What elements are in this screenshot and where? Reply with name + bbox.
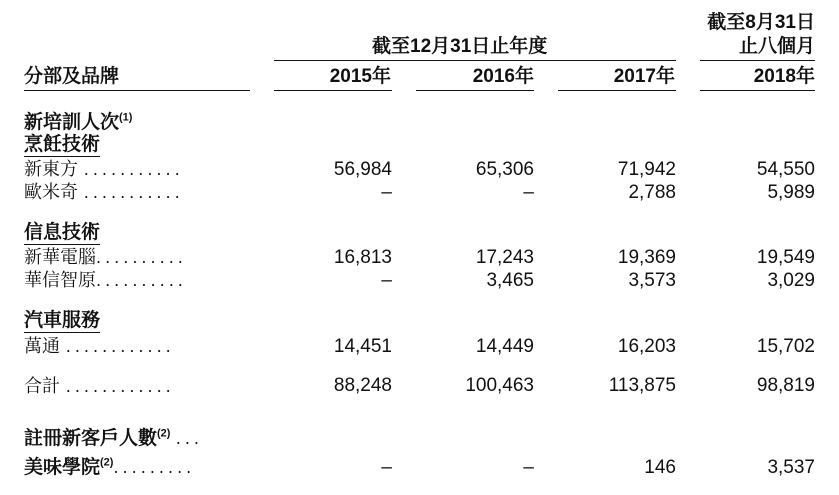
year-underline-2015 [274, 90, 392, 91]
year-underline-2018 [700, 90, 815, 91]
registered-customers-title: 註冊新客戶人數$^{(2)}$ ... [24, 427, 204, 449]
cell-total-2017: 113,875 [608, 375, 676, 396]
row-label-total: 合計 ............ [24, 376, 175, 396]
cell-xindongfang-2015: 56,984 [333, 159, 392, 180]
cell-meiwei-2017: 146 [644, 457, 676, 478]
subsection-culinary: 烹飪技術 [24, 134, 101, 155]
cell-xinhua-2015: 16,813 [333, 247, 392, 268]
interim-header-rule [700, 60, 815, 61]
year-header-2016: 2016年 [472, 66, 534, 87]
row-label-oumiqi: 歐米奇 ........... [24, 182, 184, 203]
cell-xinhua-2018: 19,549 [756, 247, 815, 268]
row-label-meiwei: 美味學院$^{(2)}$......... [24, 456, 196, 478]
interim-header-line1: 截至8月31日 [707, 12, 815, 33]
year-underline-2016 [416, 90, 534, 91]
cell-xindongfang-2016: 65,306 [475, 159, 534, 180]
period-header: 截至12月31日止年度 [372, 36, 548, 57]
segment-column-header: 分部及品牌 [24, 66, 120, 87]
cell-xinhua-2017: 19,369 [617, 247, 676, 268]
row-label-xinhua: 新華電腦.......... [24, 247, 187, 268]
cell-total-2016: 100,463 [465, 375, 534, 396]
cell-oumiqi-2018: 5,989 [767, 182, 815, 203]
cell-wantong-2015: 14,451 [333, 336, 392, 357]
cell-xindongfang-2017: 71,942 [617, 159, 676, 180]
cell-wantong-2018: 15,702 [756, 336, 815, 357]
cell-wantong-2017: 16,203 [617, 336, 676, 357]
subsection-auto: 汽車服務 [24, 310, 101, 331]
year-header-2015: 2015年 [329, 66, 391, 87]
row-label-wantong: 萬通 ............ [24, 336, 175, 357]
cell-total-2015: 88,248 [333, 375, 392, 396]
interim-header-line2: 止八個月 [738, 36, 815, 57]
cell-meiwei-2016: – [523, 457, 534, 478]
cell-xinhua-2016: 17,243 [475, 247, 534, 268]
new-students-title: 新培訓人次$^{(1)}$ [24, 111, 133, 133]
cell-total-2018: 98,819 [756, 375, 815, 396]
cell-huaxin-2016: 3,465 [486, 270, 534, 291]
cell-meiwei-2015: – [381, 457, 392, 478]
cell-meiwei-2018: 3,537 [767, 457, 815, 478]
row-label-huaxin: 華信智原.......... [24, 270, 187, 291]
cell-wantong-2016: 14,449 [475, 336, 534, 357]
cell-huaxin-2017: 3,573 [628, 270, 676, 291]
cell-huaxin-2018: 3,029 [767, 270, 815, 291]
segment-header-underline [24, 90, 250, 91]
subsection-it: 信息技術 [24, 222, 101, 243]
cell-oumiqi-2015: – [381, 182, 392, 203]
cell-huaxin-2015: – [381, 270, 392, 291]
year-header-2018: 2018年 [753, 66, 815, 87]
row-label-xindongfang: 新東方 ........... [24, 159, 184, 180]
year-header-2017: 2017年 [613, 66, 675, 87]
footnote-2: (2) [157, 427, 171, 440]
period-header-rule [274, 60, 676, 61]
year-underline-2017 [558, 90, 676, 91]
footnote-1: (1) [119, 111, 133, 124]
cell-oumiqi-2016: – [523, 182, 534, 203]
cell-oumiqi-2017: 2,788 [628, 182, 676, 203]
cell-xindongfang-2018: 54,550 [756, 159, 815, 180]
